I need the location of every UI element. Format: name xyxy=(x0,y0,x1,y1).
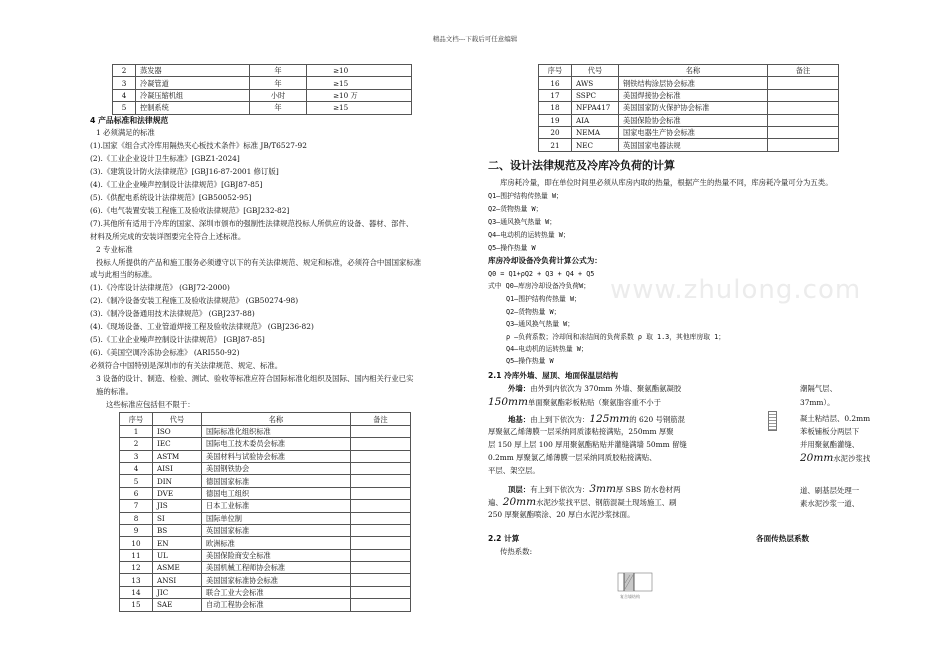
std-name: 德国电工组织 xyxy=(202,487,351,499)
load-item: Q2—货物热量 W； xyxy=(506,307,561,316)
std-name: 美国焊接协会标准 xyxy=(619,89,768,101)
std-code: ANSI xyxy=(153,574,202,586)
std-remark xyxy=(768,102,839,114)
body-line: (7).其他所有适用于冷库的国家、深圳市颁布的强制性法律规范投标人所供应的设备、器材、部件、 xyxy=(90,218,414,228)
wall-layer-diagram xyxy=(616,571,656,601)
roof-side-2: 素水泥沙浆一道、 xyxy=(800,498,860,508)
std-no: 19 xyxy=(539,114,572,126)
std-name: 美国钢铁协会 xyxy=(202,462,351,474)
std-remark xyxy=(351,574,411,586)
heat-transfer-label: 传热系数: xyxy=(500,546,533,556)
load-list xyxy=(488,190,868,255)
std-code: SAE xyxy=(153,599,202,611)
left-column xyxy=(90,64,420,612)
roof-text-4: 水泥沙浆找平层、钢筋混凝土现场施工、刷 xyxy=(536,497,677,507)
std-remark xyxy=(351,438,411,450)
std-no: 8 xyxy=(120,512,153,524)
std-no: 9 xyxy=(120,524,153,536)
std-code: AIA xyxy=(572,114,619,126)
table-row xyxy=(120,599,411,611)
table-row xyxy=(539,126,839,138)
std-name: 德国国家标准 xyxy=(202,475,351,487)
row-unit: 小时 xyxy=(250,89,307,101)
floor-line xyxy=(508,413,685,427)
right-column xyxy=(488,64,871,603)
row-unit: 年 xyxy=(250,77,307,89)
std-name: 国家电器生产协会标准 xyxy=(619,126,768,138)
table-row xyxy=(120,475,411,487)
std-name: 美国机械工程师协会标准 xyxy=(202,562,351,574)
std-name: 自动工程协会标准 xyxy=(202,599,351,611)
body-line: (4).《工业企业噪声控制设计法律规范》[GBJ87-85] xyxy=(90,180,263,190)
std-name: 国际电工技术委员会标准 xyxy=(202,438,351,450)
row-name: 冷凝压缩机组 xyxy=(136,89,250,101)
roof-label: 顶层： xyxy=(508,484,531,494)
table-row xyxy=(113,89,412,101)
std-name: 国际单位制 xyxy=(202,512,351,524)
body-line: (5).《供配电系统设计法律规范》[GB50052-95] xyxy=(90,193,252,202)
table-row xyxy=(120,586,411,598)
std-code: JIS xyxy=(153,500,202,512)
floor-side-1: 凝土粘结层、0.2mm xyxy=(800,413,871,423)
body-line: 施的标准。 xyxy=(96,386,133,396)
std-code: JIC xyxy=(153,586,202,598)
load-item: Q5—操作热量 W xyxy=(488,243,536,252)
roof-thickness-2: 20mm xyxy=(502,495,537,508)
std-name: 钢铁结构涂层协会标准 xyxy=(619,77,768,89)
std-remark xyxy=(351,537,411,549)
std-code: NEMA xyxy=(572,126,619,138)
table-row xyxy=(120,524,411,536)
floor-side-4 xyxy=(800,452,870,466)
load-item: Q5—操作热量 W xyxy=(506,357,554,366)
roof-line-3: 250 厚聚氨酯喷涂、20 厚白水泥沙浆抹面。 xyxy=(488,509,635,519)
wall-thickness: 150mm xyxy=(488,395,528,408)
std-no: 4 xyxy=(120,462,153,474)
std-name: 美国保险商安全标准 xyxy=(202,549,351,561)
load-item: Q1—围护结构传热量 W； xyxy=(488,191,563,200)
std-remark xyxy=(351,599,411,611)
std-code: ISO xyxy=(153,425,202,437)
std-remark xyxy=(351,524,411,536)
floor-thickness: 125mm xyxy=(589,412,630,425)
std-code: ASTM xyxy=(153,450,202,462)
std-no: 13 xyxy=(120,574,153,586)
body-line: 投标人所提供的产品和施工服务必须遵守以下的有关法律规范、规定和标准，必须符合中国国家标准 xyxy=(96,257,422,267)
table-row xyxy=(539,77,839,89)
row-no: 4 xyxy=(113,89,136,101)
load-item: Q4—电动机的运转热量 W； xyxy=(506,344,588,353)
col-name: 名称 xyxy=(202,413,351,425)
intro-paragraph: 库房耗冷量，即在单位时间里必须从库房内取的热量，根据产生的热量不同，库房耗冷量可分为五类。 xyxy=(500,177,833,187)
floor-text-1: 由上到下依次为： xyxy=(530,414,590,424)
body-line: (4).《现场设备、工业管道焊接工程及验收法律规范》 (GBJ236-82) xyxy=(90,322,314,332)
floor-section-icon xyxy=(768,411,777,431)
row-value: ≥10 万 xyxy=(307,89,412,101)
row-value: ≥15 xyxy=(307,77,412,89)
table-row xyxy=(120,462,411,474)
wall-side-2: 37mm）。 xyxy=(800,397,835,407)
floor-line-4: 0.2mm 厚聚氯乙烯薄膜一层采纳同质胶粘接满贴、 xyxy=(488,452,657,462)
std-no: 6 xyxy=(120,487,153,499)
body-line: 3 设备的设计、制造、检验、测试、验收等标准应符合国际标准化组织及国际、国内相关行业已实 xyxy=(96,373,414,383)
std-code: IEC xyxy=(153,438,202,450)
std-code: NEC xyxy=(572,139,619,151)
std-code: ASME xyxy=(153,562,202,574)
std-code: SSPC xyxy=(572,89,619,101)
section-title: 4 产品标准和法律规范 xyxy=(90,115,169,125)
table-row xyxy=(539,114,839,126)
wall-line xyxy=(508,383,681,396)
std-code: EN xyxy=(153,537,202,549)
body-line: (1).《冷库设计法律规范》 (GBJ72-2000) xyxy=(90,283,230,293)
table-row xyxy=(113,65,412,77)
floor-side-3: 并用聚氨酯灌缝、 xyxy=(800,439,860,449)
std-remark xyxy=(351,500,411,512)
std-name: 联合工业大会标准 xyxy=(202,586,351,598)
body-line: (3).《制冷设备通用技术法律规范》 (GBJ237-88) xyxy=(90,309,255,319)
row-value: ≥15 xyxy=(307,102,412,114)
std-code: BS xyxy=(153,524,202,536)
table-row xyxy=(120,450,411,462)
row-unit: 年 xyxy=(250,102,307,114)
std-remark xyxy=(351,487,411,499)
std-no: 5 xyxy=(120,475,153,487)
row-value: ≥10 xyxy=(307,65,412,77)
floor-line-2: 厚聚氨乙烯薄膜一层采纳同质漆粘接满贴，250mm 厚聚 xyxy=(488,426,674,436)
row-no: 2 xyxy=(113,65,136,77)
std-remark xyxy=(768,114,839,126)
roof-line xyxy=(508,483,681,497)
load-item: Q3—通风换气热量 W； xyxy=(488,217,557,226)
row-no: 3 xyxy=(113,77,136,89)
std-no: 21 xyxy=(539,139,572,151)
wall-side-1: 潮隔气层、 xyxy=(800,383,837,393)
calc-block xyxy=(488,533,868,603)
wall-text-2: 单面聚氨酯彩板粘贴（聚氨脂容重不小于 xyxy=(527,397,662,407)
std-remark xyxy=(351,450,411,462)
wall-label: 外墙： xyxy=(508,383,531,393)
load-item: Q3—通风换气热量 W； xyxy=(506,320,575,329)
roof-line-2 xyxy=(488,496,677,510)
body-line: (6).《美国空调冷冻协会标准》 (ARI550-92) xyxy=(90,347,240,357)
table-row xyxy=(120,562,411,574)
left-body-text xyxy=(90,127,420,411)
std-code: NFPA417 xyxy=(572,102,619,114)
roof-text-2: 厚 SBS 防水卷材两 xyxy=(615,484,681,494)
body-line: 材料及所完成的安装详图要完全符合上述标准。 xyxy=(90,231,246,241)
col-code: 代号 xyxy=(153,413,202,425)
std-name: 欧洲标准 xyxy=(202,537,351,549)
floor-label: 地基： xyxy=(508,414,531,424)
std-name: 美国国家标准协会标准 xyxy=(202,574,351,586)
floor-side-text: 水泥沙浆找 xyxy=(833,453,871,463)
wall-text: 由外到内依次为 370mm 外墙、聚氨酯氨凝胶 xyxy=(530,383,682,393)
std-code: AISI xyxy=(153,462,202,474)
body-line: (5).《工业企业噪声控制设计法律规范》 [GBJ87-85] xyxy=(90,334,265,344)
standards-table-left xyxy=(119,412,411,611)
load-item: Q2—货物热量 W； xyxy=(488,204,543,213)
std-name: 美国材料与试验协会标准 xyxy=(202,450,351,462)
std-no: 16 xyxy=(539,77,572,89)
load-item: Q1—围护结构传热量 W； xyxy=(506,295,581,304)
wall-line-2 xyxy=(488,396,661,410)
page-header: 精品文档---下载后可任意编辑 xyxy=(432,35,518,43)
std-name: 国际标准化组织标准 xyxy=(202,425,351,437)
std-code: AWS xyxy=(572,77,619,89)
std-remark xyxy=(351,562,411,574)
std-name: 美国保险协会标准 xyxy=(619,114,768,126)
table-row xyxy=(120,438,411,450)
row-name: 控制系统 xyxy=(136,102,250,114)
std-name: 美国国家防火保护协会标准 xyxy=(619,102,768,114)
std-no: 18 xyxy=(539,102,572,114)
table-row xyxy=(120,487,411,499)
row-name: 冷凝管道 xyxy=(136,77,250,89)
col-no: 序号 xyxy=(539,65,572,77)
table-row xyxy=(539,102,839,114)
body-line: 2 专业标准 xyxy=(96,244,133,254)
table-row xyxy=(539,139,839,151)
body-line: (1).国家《组合式冷库用隔热夹心板技术条件》标准 JB/T6527-92 xyxy=(90,141,307,151)
roof-thickness-1: 3mm xyxy=(589,482,616,495)
std-code: DVE xyxy=(153,487,202,499)
section-2-1: 2.1 冷库外墙、屋顶、地面保温层结构 xyxy=(488,370,619,380)
std-no: 17 xyxy=(539,89,572,101)
std-no: 10 xyxy=(120,537,153,549)
floor-line-3: 层 150 厚上层 100 厚用聚氨酯粘贴并灌缝满墙 50mm 留缝 xyxy=(488,439,687,449)
component-life-table xyxy=(112,64,412,115)
col-name: 名称 xyxy=(619,65,768,77)
insulation-block xyxy=(488,383,871,523)
std-remark xyxy=(351,549,411,561)
floor-line-5: 平层、架空层。 xyxy=(488,465,540,475)
formula-description: 式中 Q0—库房冷却设备冷负荷W； xyxy=(488,282,591,291)
watermark: www.zhulong.com xyxy=(610,275,862,305)
floor-side-thickness: 20mm xyxy=(800,451,834,464)
table-row xyxy=(120,537,411,549)
std-remark xyxy=(351,586,411,598)
body-line: (2).《工业企业设计卫生标准》[GBZ1-2024] xyxy=(90,154,240,164)
col-remark: 备注 xyxy=(351,413,411,425)
table-row xyxy=(120,574,411,586)
roof-text-1: 有上到下依次为： xyxy=(530,484,590,494)
std-remark xyxy=(351,425,411,437)
body-line: 或与此相当的标准。 xyxy=(90,270,157,280)
section-2-2-right: 各面传热层系数 xyxy=(756,533,810,543)
row-name: 蒸发器 xyxy=(136,65,250,77)
load-item: ρ —负荷系数；冷却间和冻结间的负荷系数 ρ 取 1.3，其他库房取 1； xyxy=(506,332,726,341)
std-remark xyxy=(768,126,839,138)
std-code: DIN xyxy=(153,475,202,487)
std-no: 20 xyxy=(539,126,572,138)
std-name: 英国国家电器法规 xyxy=(619,139,768,151)
load-item: Q4—电动机的运转热量 W； xyxy=(488,230,570,239)
section-2-2: 2.2 计算 xyxy=(488,533,520,543)
row-no: 5 xyxy=(113,102,136,114)
std-code: SI xyxy=(153,512,202,524)
roof-text-3: 遍、 xyxy=(488,497,503,507)
std-name: 日本工业标准 xyxy=(202,500,351,512)
table-row xyxy=(113,77,412,89)
body-line: 这些标准应包括但不限于： xyxy=(106,399,195,409)
std-no: 12 xyxy=(120,562,153,574)
table-row xyxy=(113,102,412,114)
body-line: (6).《电气装置安装工程施工及验收法律规范》[GBJ232-82] xyxy=(90,205,290,215)
std-remark xyxy=(768,77,839,89)
table-row xyxy=(120,500,411,512)
diagram-caption: 复合墙结构 xyxy=(620,593,640,599)
body-line: 必须符合中国特别是深圳市的有关法律规范、规定、标准。 xyxy=(90,360,283,370)
floor-text-2: 的 620 号钢筋混 xyxy=(629,414,686,424)
std-code: UL xyxy=(153,549,202,561)
table-row xyxy=(539,89,839,101)
std-no: 14 xyxy=(120,586,153,598)
col-remark: 备注 xyxy=(768,65,839,77)
std-no: 15 xyxy=(120,599,153,611)
standards-table-right xyxy=(538,64,839,152)
body-line: 1 必须满足的标准 xyxy=(96,128,155,138)
col-no: 序号 xyxy=(120,413,153,425)
std-remark xyxy=(351,462,411,474)
std-remark xyxy=(351,475,411,487)
roof-side-1: 道、刷基层处理一 xyxy=(800,485,860,495)
table-row xyxy=(120,549,411,561)
std-no: 2 xyxy=(120,438,153,450)
std-no: 7 xyxy=(120,500,153,512)
std-remark xyxy=(351,512,411,524)
body-line: (3).《建筑设计防火法律规范》[GBJ16-87-2001 修订版] xyxy=(90,167,279,177)
table-row xyxy=(120,512,411,524)
formula: Q0 = Q1+ρQ2 + Q3 + Q4 + Q5 xyxy=(488,269,595,278)
std-name: 英国国家标准 xyxy=(202,524,351,536)
chapter-title: 二、设计法律规范及冷库冷负荷的计算 xyxy=(488,158,675,172)
std-no: 1 xyxy=(120,425,153,437)
row-unit: 年 xyxy=(250,65,307,77)
std-remark xyxy=(768,139,839,151)
formula-title: 库房冷却设备冷负荷计算公式为： xyxy=(488,255,602,265)
col-code: 代号 xyxy=(572,65,619,77)
table-row xyxy=(120,425,411,437)
std-no: 3 xyxy=(120,450,153,462)
body-line: (2).《制冷设备安装工程施工及验收法律规范》 (GB50274-98) xyxy=(90,296,299,306)
std-no: 11 xyxy=(120,549,153,561)
std-remark xyxy=(768,89,839,101)
floor-side-2: 苯板铺板分两层下 xyxy=(800,426,860,436)
